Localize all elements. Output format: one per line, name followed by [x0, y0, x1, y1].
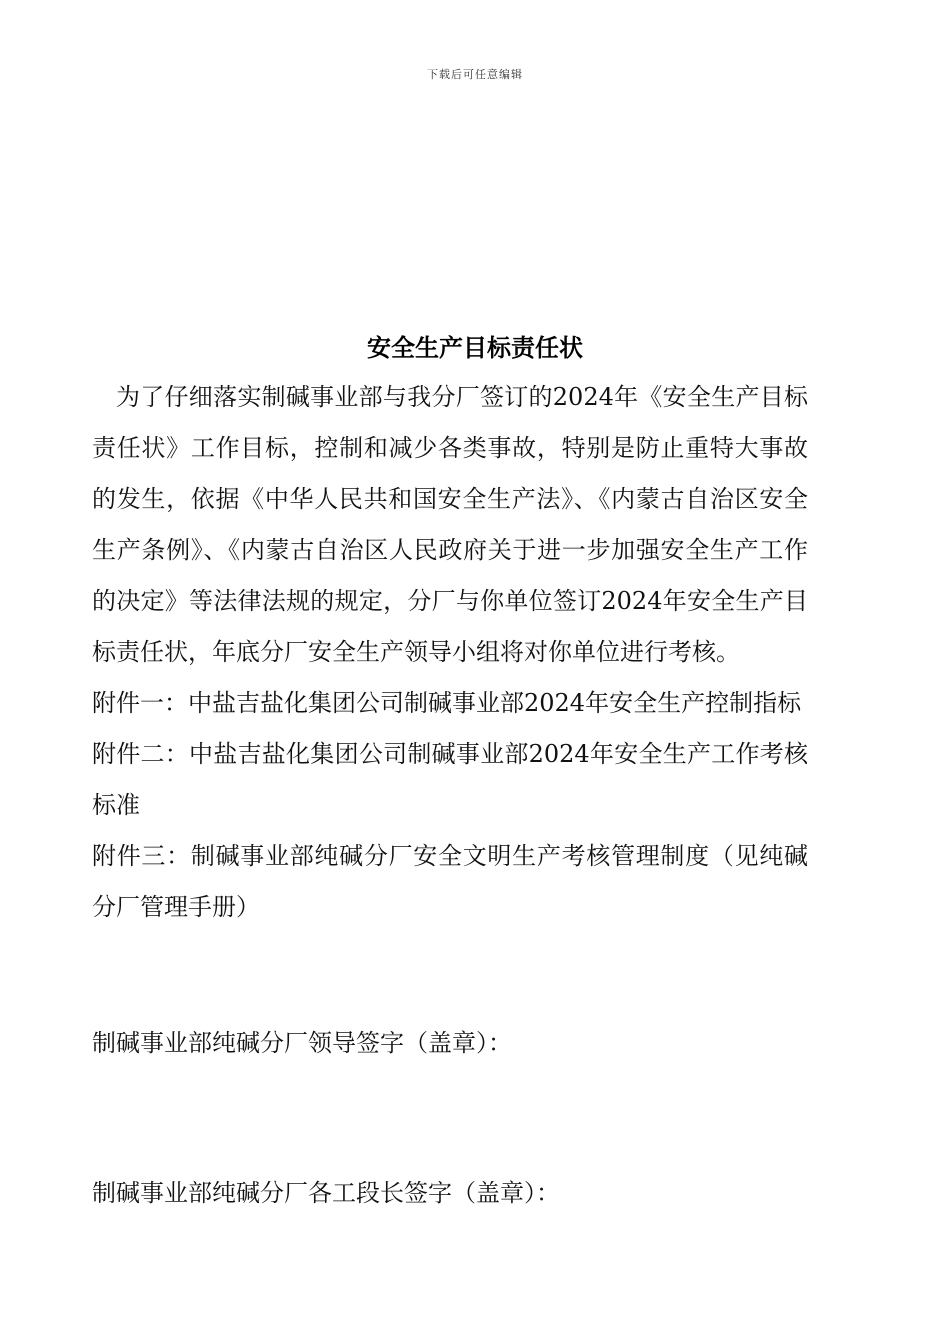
intro-paragraph: 为了仔细落实制碱事业部与我分厂签订的2024年《安全生产目标责任状》工作目标，控制和减少各类事故，特别是防止重特大事故的发生，依据《中华人民共和国安全生产法》、《内蒙古自治区安全生产条例》、《内蒙古自治区人民政府关于进一步加强安全生产工作的决定》等法律法规的规定，分厂与你单位签订2024年安全生产目标责任状，年底分厂安全生产领导小组将对你单位进行考核。 — [92, 383, 808, 666]
page-header-note: 下载后可任意编辑 — [427, 68, 523, 81]
attachment-1: 附件一：中盐吉盐化集团公司制碱事业部2024年安全生产控制指标 — [92, 689, 802, 717]
document-body — [92, 372, 808, 933]
attachment-3: 附件三：制碱事业部纯碱分厂安全文明生产考核管理制度（见纯碱分厂管理手册） — [92, 842, 808, 921]
document-title: 安全生产目标责任状 — [367, 333, 583, 362]
leader-signature-line: 制碱事业部纯碱分厂领导签字（盖章）： — [92, 1029, 512, 1057]
section-heads-signature-line: 制碱事业部纯碱分厂各工段长签字（盖章）： — [92, 1179, 560, 1207]
attachment-2: 附件二：中盐吉盐化集团公司制碱事业部2024年安全生产工作考核标准 — [92, 740, 808, 819]
